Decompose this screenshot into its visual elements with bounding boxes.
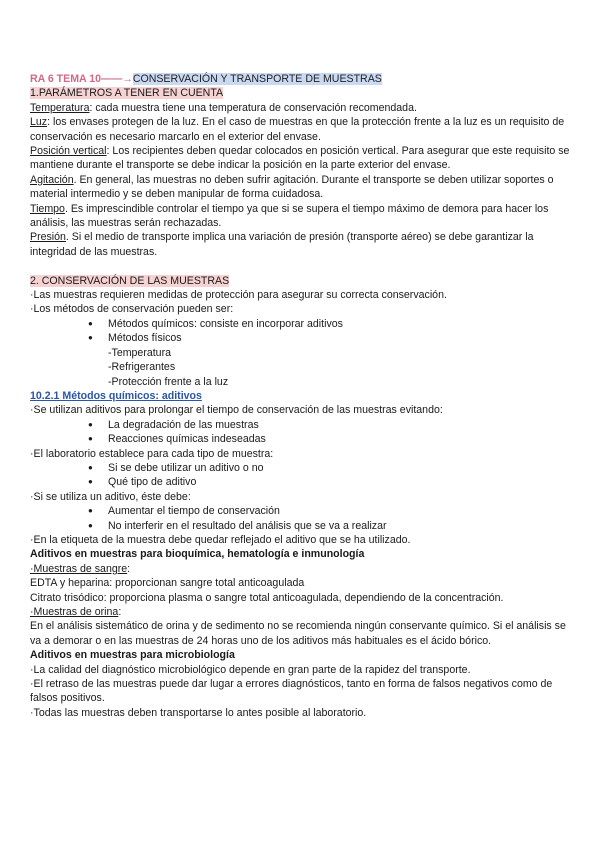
param-item — [30, 202, 575, 231]
param-item — [30, 115, 575, 144]
param-term: Presión — [30, 231, 66, 244]
document-page — [30, 72, 575, 720]
section3-title: 10.2.1 Métodos químicos: aditivos — [30, 389, 202, 402]
urine-heading-colon: : — [118, 606, 122, 619]
blood-heading — [30, 562, 575, 576]
heading-arrow: ——→ — [101, 73, 133, 85]
section2-title — [30, 274, 575, 288]
bullet-item: ● Métodos químicos: consiste en incorporar aditivos — [30, 317, 575, 331]
param-text: . Es imprescindible controlar el tiempo ya que si se supera el tiempo máximo de demora para hacer los análisis, las muestras serán rechazadas. — [30, 202, 549, 230]
text-line: ·Se utilizan aditivos para prolongar el tiempo de conservación de las muestras evitando: — [30, 404, 443, 417]
micro-subtitle: Aditivos en muestras para microbiología — [30, 649, 235, 662]
bullet-item: ● Aumentar el tiempo de conservación — [30, 504, 575, 518]
section2-title-text: 2. CONSERVACIÓN DE LAS MUESTRAS — [30, 274, 230, 287]
text-line: ·En la etiqueta de la muestra debe quedar reflejado el aditivo que se ha utilizado. — [30, 533, 411, 546]
sub-item: -Refrigerantes — [108, 361, 176, 374]
bullet-item: ● Si se debe utilizar un aditivo o no — [30, 461, 575, 475]
text-line: ·El laboratorio establece para cada tipo de muestra: — [30, 447, 274, 460]
section1-title-text: 1.PARÁMETROS A TENER EN CUENTA — [30, 87, 224, 100]
text-line: ·El retraso de las muestras puede dar lugar a errores diagnósticos, tanto en forma de falsos negativos como de falsos positivos. — [30, 678, 553, 705]
text-line: ·Si se utiliza un aditivo, éste debe: — [30, 490, 191, 503]
param-item — [30, 173, 575, 202]
bullet-item: ● La degradación de las muestras — [30, 418, 575, 432]
param-text: . En general, las muestras no deben sufrir agitación. Durante el transporte se deben utilizar soportes o material intermedio y se deben manipular de forma cuidadosa. — [30, 173, 554, 201]
param-text: : los envases protegen de la luz. En el caso de muestras en que la protección frente a la luz es un requisito de conservación es necesario marcarlo en el exterior del envase. — [30, 116, 565, 143]
bullet-list — [30, 461, 575, 490]
param-term: Agitación — [30, 173, 74, 186]
urine-heading — [30, 605, 575, 619]
param-term: Temperatura — [30, 101, 90, 114]
section1-title — [30, 86, 575, 100]
text-line: Citrato trisódico: proporciona plasma o sangre total anticoagulada, dependiendo de la concentración. — [30, 591, 504, 604]
param-term: Posición vertical — [30, 145, 107, 158]
text-line: ·Las muestras requieren medidas de protección para asegurar su correcta conservación. — [30, 289, 447, 302]
urine-heading-text: ·Muestras de orina — [30, 606, 119, 619]
bullet-list — [30, 418, 575, 447]
heading-prefix: RA 6 TEMA 10 — [30, 73, 102, 85]
bullet-item: ● No interferir en el resultado del análisis que se va a realizar — [30, 519, 575, 533]
text-line: ·La calidad del diagnóstico microbiológico depende en gran parte de la rapidez del transporte. — [30, 663, 471, 676]
param-term: Tiempo — [30, 202, 65, 215]
blood-heading-text: ·Muestras de sangre — [30, 562, 128, 575]
sub-item: -Protección frente a la luz — [108, 375, 229, 388]
spacer — [30, 259, 575, 273]
blood-heading-colon: : — [127, 562, 131, 575]
sub-item: -Temperatura — [108, 346, 171, 359]
bullet-item: ● Métodos físicos — [30, 331, 575, 345]
param-item — [30, 230, 575, 259]
bullet-item: ● Reacciones químicas indeseadas — [30, 432, 575, 446]
param-item — [30, 101, 575, 115]
bullet-list — [30, 317, 575, 346]
param-term: Luz — [30, 116, 48, 129]
urine-paragraph: En el análisis sistemático de orina y de sedimento no se recomienda ningún conservante químico. Si el análisis se va a demorar o en las muestras de 24 horas uno de los aditivos más habituales es el ácido bórico. — [30, 620, 566, 647]
text-line: ·Todas las muestras deben transportarse lo antes posible al laboratorio. — [30, 706, 367, 719]
bullet-item: ● Qué tipo de aditivo — [30, 475, 575, 489]
document-heading — [30, 72, 575, 86]
param-item — [30, 144, 575, 173]
param-text: : cada muestra tiene una temperatura de conservación recomendada. — [89, 101, 417, 114]
heading-title: CONSERVACIÓN Y TRANSPORTE DE MUESTRAS — [132, 73, 382, 85]
bio-subtitle: Aditivos en muestras para bioquímica, hematología e inmunología — [30, 548, 365, 561]
bullet-list — [30, 504, 575, 533]
text-line: ·Los métodos de conservación pueden ser: — [30, 303, 234, 316]
text-line: EDTA y heparina: proporcionan sangre total anticoagulada — [30, 577, 305, 590]
param-text: . Si el medio de transporte implica una variación de presión (transporte aéreo) se debe garantizar la integridad de las muestras. — [30, 231, 534, 258]
param-text: : Los recipientes deben quedar colocados en posición vertical. Para asegurar que este requisito se mantiene durante el transporte se debe indicar la posición en la parte exterior del envase. — [30, 145, 570, 172]
